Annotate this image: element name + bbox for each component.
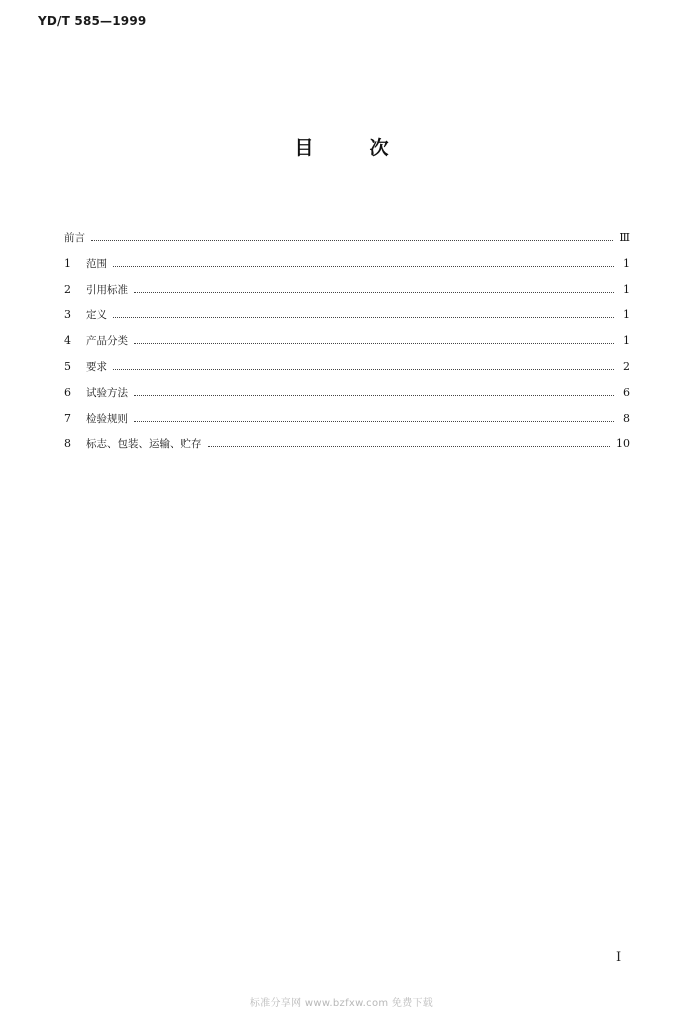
toc-entry-label: 范围 <box>86 257 107 270</box>
toc-entry-scope <box>64 256 630 282</box>
dot-leader <box>113 316 614 318</box>
title-char-1: 目 <box>294 137 314 159</box>
toc-entry-label: 定义 <box>86 309 107 322</box>
toc-entry-number: 2 <box>64 282 71 296</box>
toc-entry-number: 7 <box>64 411 71 425</box>
dot-leader <box>134 420 614 422</box>
dot-leader <box>113 265 614 267</box>
watermark: 标准分享网 www.bzfxw.com 免费下载 <box>249 998 434 1009</box>
toc-entry-page: Ⅲ <box>619 231 630 244</box>
table-of-contents <box>64 230 630 462</box>
toc-entry-foreword <box>64 230 630 256</box>
title-char-2: 次 <box>369 137 389 159</box>
toc-entry-inspection-rules <box>64 411 630 437</box>
toc-entry-label: 引用标准 <box>86 283 128 296</box>
toc-entry-label: 检验规则 <box>86 412 128 425</box>
toc-entry-page: 1 <box>623 282 630 296</box>
document-code: YD/T 585—1999 <box>38 14 147 28</box>
toc-entry-marking-packaging <box>64 436 630 462</box>
toc-entry-page: 1 <box>623 308 630 322</box>
toc-entry-page: 2 <box>623 359 630 373</box>
toc-entry-page: 1 <box>623 256 630 270</box>
toc-entry-normative-references <box>64 282 630 308</box>
toc-entry-page: 10 <box>616 437 630 451</box>
toc-entry-number: 5 <box>64 359 71 373</box>
dot-leader <box>134 342 614 344</box>
toc-entry-definitions <box>64 307 630 333</box>
toc-entry-number: 4 <box>64 334 71 348</box>
toc-entry-number: 3 <box>64 308 71 322</box>
toc-entry-number: 8 <box>64 437 71 451</box>
toc-entry-page: 8 <box>623 411 630 425</box>
dot-leader <box>134 291 614 293</box>
toc-entry-test-methods <box>64 385 630 411</box>
toc-entry-label: 前言 <box>64 232 85 244</box>
dot-leader <box>134 394 614 396</box>
toc-entry-label: 要求 <box>86 360 107 373</box>
dot-leader <box>208 445 611 447</box>
toc-entry-number: 1 <box>64 256 71 270</box>
dot-leader <box>113 368 614 370</box>
toc-entry-label: 标志、包装、运输、贮存 <box>86 438 202 451</box>
dot-leader <box>91 239 613 241</box>
toc-entry-number: 6 <box>64 385 71 399</box>
toc-entry-requirements <box>64 359 630 385</box>
toc-entry-page: 1 <box>623 334 630 348</box>
toc-entry-label: 试验方法 <box>86 386 128 399</box>
toc-entry-product-classification <box>64 333 630 359</box>
toc-entry-label: 产品分类 <box>86 335 128 348</box>
page-title <box>0 133 683 160</box>
toc-entry-page: 6 <box>623 385 630 399</box>
page-number: I <box>616 950 622 965</box>
